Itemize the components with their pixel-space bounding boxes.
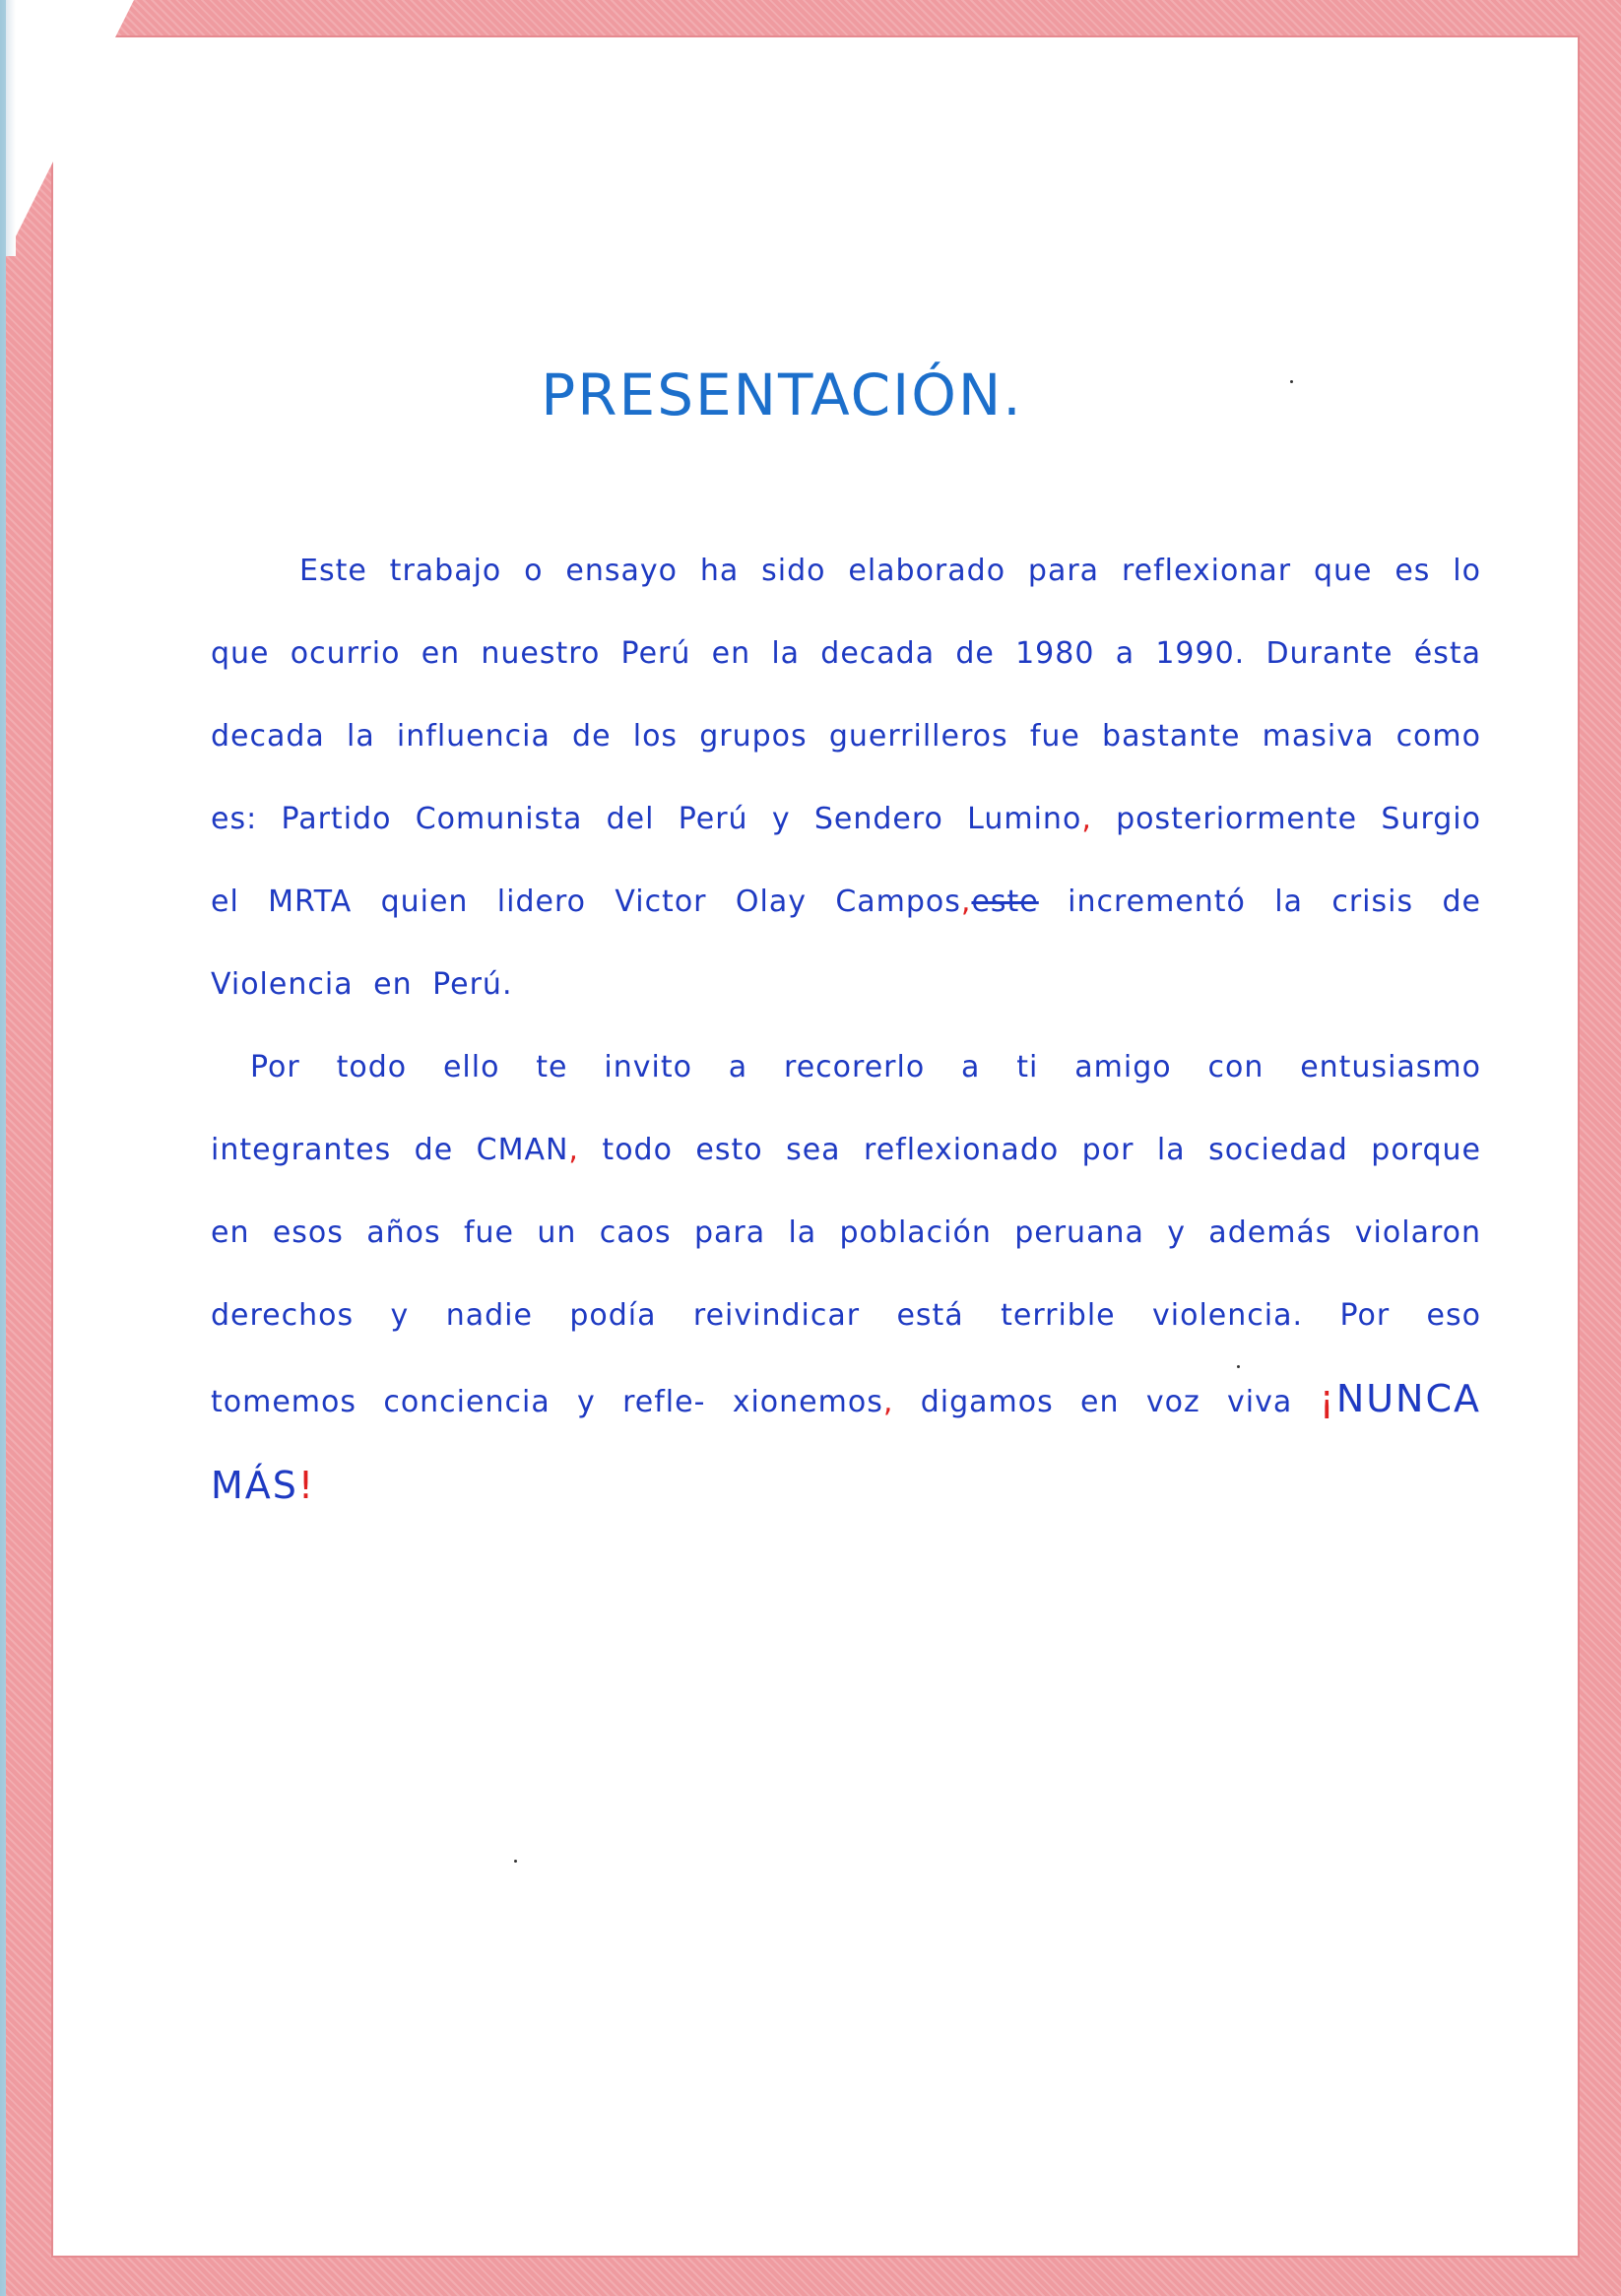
paragraph-1-struck-word: este bbox=[971, 885, 1039, 919]
page-title: PRESENTACIÓN. bbox=[541, 361, 1023, 428]
nunca-mas-phrase: NUNCA MÁS bbox=[211, 1377, 1482, 1507]
paragraph-2-text-c: digamos en voz viva bbox=[893, 1385, 1320, 1419]
close-exclamation-mark: ! bbox=[297, 1464, 316, 1507]
paragraph-1-text-a: Este trabajo o ensayo ha sido elaborado para reflexionar que es lo que ocurrio en nuestro Perú en la decada de 1980 a 1990. Durante ésta decada la influencia de los grupos guerrilleros fue bastante masiva como es: Partido Comunista del Perú y Sendero Lumino bbox=[211, 554, 1481, 836]
paragraph-2-text-a: Por todo ello te invito a recorerlo a ti amigo con entusiasmo integrantes de CMAN bbox=[211, 1050, 1481, 1167]
paragraph-2-red-comma-2: , bbox=[882, 1385, 894, 1419]
paper-speck bbox=[514, 1860, 517, 1863]
paragraph-1-red-comma-2: , bbox=[960, 885, 972, 919]
paper-speck bbox=[1290, 380, 1293, 383]
open-exclamation-mark: ¡ bbox=[1319, 1377, 1336, 1420]
paragraph-1 bbox=[211, 530, 1481, 1026]
red-border-frame bbox=[6, 0, 1621, 2296]
paragraph-1-red-comma-1: , bbox=[1081, 802, 1092, 836]
document-page bbox=[51, 35, 1580, 2258]
paragraph-2-red-comma-1: , bbox=[568, 1133, 579, 1167]
folded-corner bbox=[6, 0, 134, 256]
paragraph-1-text-b: posteriormente Surgio el MRTA quien lidero Victor Olay Campos bbox=[211, 802, 1481, 919]
paragraph-1-text-c: incrementó la crisis de Violencia en Perú. bbox=[211, 885, 1481, 1002]
paragraph-2 bbox=[211, 1026, 1481, 1531]
document-body bbox=[211, 530, 1481, 1531]
paper-speck bbox=[1237, 1365, 1240, 1368]
folded-corner-shade bbox=[6, 0, 16, 256]
paragraph-2-text-b: todo esto sea reflexionado por la sociedad porque en esos años fue un caos para la población peruana y además violaron derechos y nadie podía reivindicar está terrible violencia. Por eso tomemos conciencia y refle- xionemos bbox=[211, 1133, 1481, 1419]
